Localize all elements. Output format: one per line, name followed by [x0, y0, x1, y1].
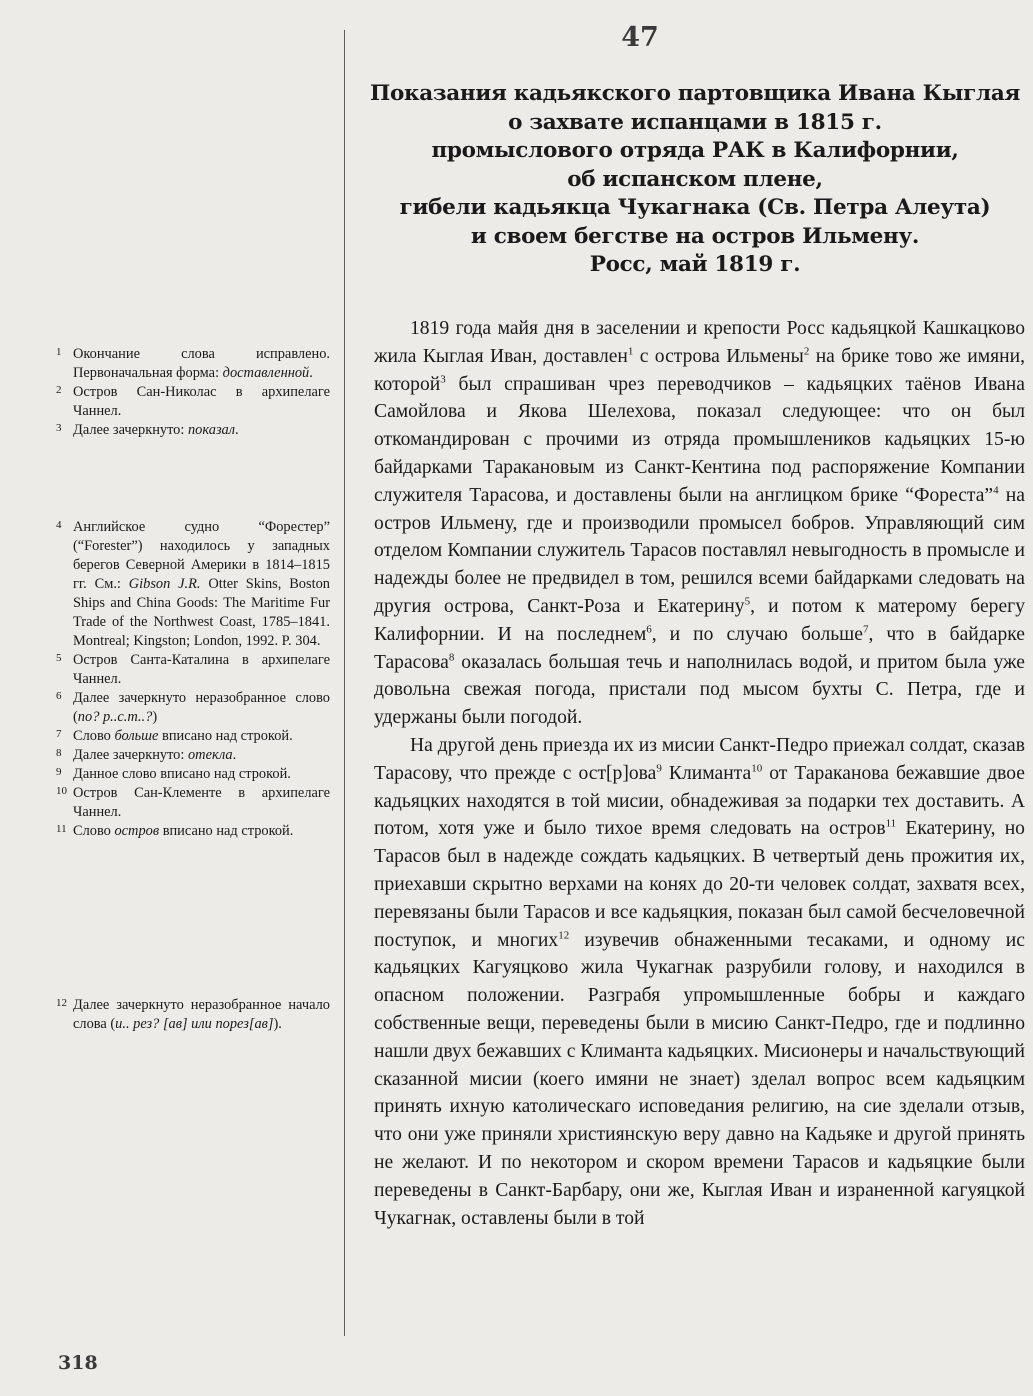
footnote-ref[interactable]: 11: [885, 817, 897, 830]
footnote-ref[interactable]: 8: [448, 651, 455, 664]
footnote: 7 Слово больше вписано над строкой.: [56, 728, 293, 744]
footnote: 3 Далее зачеркнуто: показал.: [56, 422, 239, 438]
footnote-ref[interactable]: 7: [862, 623, 869, 636]
footnote: 2 Остров Сан-Николас в архипелаге Чаннел.: [56, 384, 330, 419]
title-line: о захвате испанцами в 1815 г.: [508, 109, 882, 135]
title-line: и своем бегстве на остров Ильмену.: [470, 223, 920, 249]
footnote-ref[interactable]: 3: [440, 373, 446, 386]
title-line: Показания кадьякского партовщика Ивана Кыглая: [369, 81, 1021, 106]
footnote-ref[interactable]: 5: [744, 595, 751, 608]
paragraph: На другой день приезда их из мисии Санкт-Педро приежал солдат, сказав Тарасову, что прежде с ост[р]ова$^9$ Климанта$^{10}$ от Тараканова бежавшие двое кадьяцких находятся в той мисии, обнадеживая за подарки тех доставить. А потом, хотя уже и было тихое время следовать на остров$^{11}$ Екатерину, но Тарасов был в надежде сождать кадьяцких. В четвертый день прожития их, приехавши скрытно верхами на конях до 20-ти человек солдат, захватя всех, перевязаны были Тарасов и все кадьяцкия, показан был самой бесчеловечной поступок, и многих$^{12}$ изувечив обнаженными тесаками, и одному ис кадьяцких Кагуяцково жила Чукагнак разрубили голову, и находился в опасном положении. Разграбя упромышленные бобры и каждаго собственные вещи, переведены были в мисию Санкт-Педро, где и подлинно нашли двух бежавших с Климанта кадьяцких. Мисионеры и начальствующий сказанной мисии (коего имяни не знает) зделал вопрос всем кадьяцким принять ихную католическаго исповедания религию, на сие зделали отзыв, что они уже приняли християнскую веру давно на Кадьяке и другой принять не желают. И по некотором и скором времени Тарасов и кадьяцкие были переведены в Санкт-Барбару, они же, Кыглая Иван и израненной кагуяцкой Чукагнак, оставлены были в той: [374, 734, 1025, 1229]
footnotes-group: [56, 996, 330, 1034]
document-number: 47: [621, 22, 659, 53]
main-text: [374, 315, 1025, 1232]
footnote-ref[interactable]: 2: [803, 345, 810, 358]
footnote-ref[interactable]: 12: [558, 929, 570, 941]
title-line: гибели кадьякца Чукагнака (Св. Петра Алеута): [399, 195, 991, 220]
title-line: об испанском плене,: [567, 166, 823, 192]
footnote: 11 Слово остров вписано над строкой.: [56, 823, 294, 839]
footnotes-group: [56, 345, 330, 440]
footnote-ref[interactable]: 4: [993, 484, 999, 497]
footnote: 5 Остров Санта-Каталина в архипелаге Чаннел.: [56, 652, 330, 687]
footnote: 12 Далее зачеркнуто неразобранное начало слова (и.. рез? [ав] или порез[ав]).: [56, 997, 330, 1032]
footnote-ref[interactable]: 10: [751, 762, 763, 775]
footnote-ref[interactable]: 1: [627, 345, 634, 358]
footnote: 1 Окончание слова исправлено. Первоначальная форма: доставленной.: [56, 346, 330, 381]
footnote: 6 Далее зачеркнуто неразобранное слово (по? р..с.т..?): [56, 690, 330, 725]
column-divider: [344, 30, 345, 1336]
footnote: 8 Далее зачеркнуто: отекла.: [56, 747, 237, 763]
paragraph: 1819 года майя дня в заселении и крепости Росс кадьяцкой Кашкацково жила Кыглая Иван, доставлен$^1$ с острова Ильмены$^2$ на брике тово же имяни, которой$^3$ был спрашиван чрез переводчиков – кадьяцких таёнов Ивана Самойлова и Якова Шелехова, показал следующее: что он был откомандирован с прочими из отряда промышлеников кадьяцких 15-ю байдарками Таракановым из Санкт-Кентина под распоряжение Компании служителя Тарасова, и доставлены были на англицком брике “Фореста”$^4$ на остров Ильмену, где и производили промысел бобров. Управляющий сим отделом Компании служитель Тарасов поставлял невыгодность в промысле и надежды более не предвидел в том, решился всеми байдарками следовать на другия острова, Санкт-Роза и Екатерину$^5$, и потом к матерому берегу Калифорнии. И на последнем$^6$, и по случаю больше$^7$, что в байдарке Тарасова$^8$ оказалась большая течь и наполнилась водой, и притом была уже довольна свежая погода, пристали под мысом бухты С. Петра, где и удержаны были погодой.: [374, 318, 1025, 729]
page-number: 318: [58, 1352, 98, 1374]
title-line: промыслового отряда РАК в Калифорнии,: [431, 138, 959, 163]
footnote: 4 Английское судно “Форестер” (“Forester”) находилось у западных берегов Северной Америки в 1814–1815 гг. См.: Gibson J.R. Otter Skins, Boston Ships and China Goods: The Maritime Fur Trade of the Northwest Coast, 1785–1841. Montreal; Kingston; London, 1992. P. 304.: [56, 519, 330, 649]
title-line: Росс, май 1819 г.: [589, 252, 801, 277]
footnotes-group: [56, 518, 330, 841]
footnote-ref[interactable]: 9: [656, 762, 662, 775]
footnote: 10 Остров Сан-Клементе в архипелаге Чаннел.: [56, 785, 330, 820]
footnote-ref[interactable]: 6: [646, 623, 652, 636]
footnote: 9 Данное слово вписано над строкой.: [56, 766, 291, 782]
document-title: [360, 80, 1030, 280]
